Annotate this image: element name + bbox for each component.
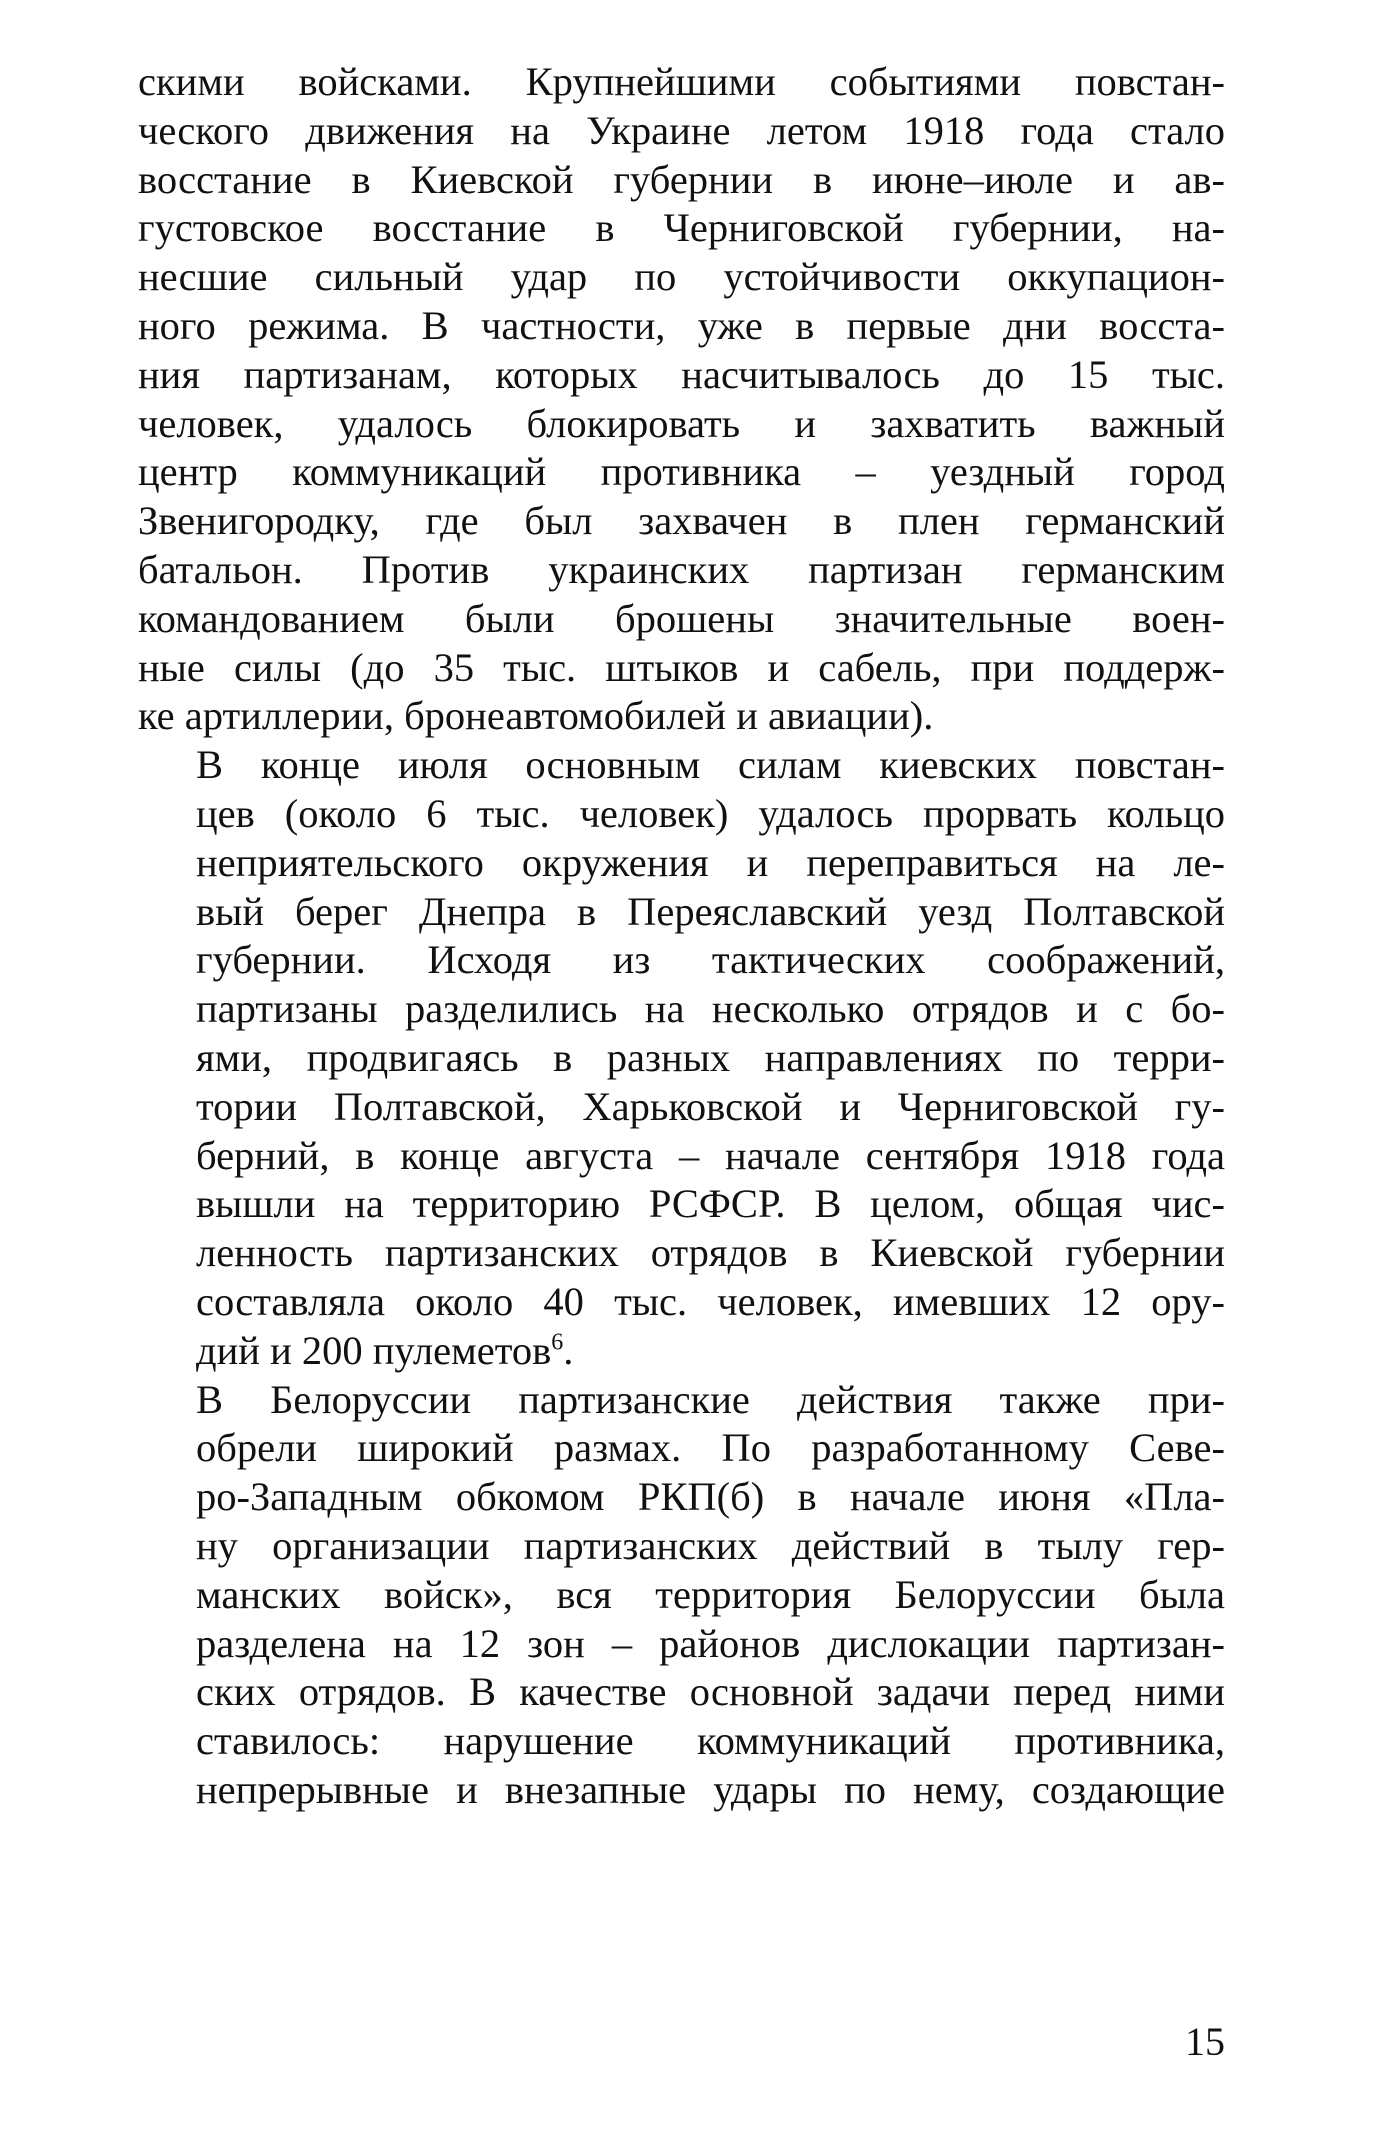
text-line: человек, удалось блокировать и захватить важный <box>138 400 1225 446</box>
text-line: В Белоруссии партизанские действия также при- <box>196 1376 1225 1422</box>
text-line-with-footnote <box>138 1327 1225 1376</box>
text-line: ного режима. В частности, уже в первые дни восста- <box>138 302 1225 348</box>
text-line: Звенигородку, где был захвачен в плен германский <box>138 498 1225 544</box>
paragraph-1 <box>138 58 1225 741</box>
book-page <box>138 58 1225 2088</box>
text-line: ями, продвигаясь в разных направлениях по терри- <box>196 1034 1225 1080</box>
text-line: губернии. Исходя из тактических соображений, <box>196 937 1225 983</box>
text-line: ставилось: нарушение коммуникаций противника, <box>196 1718 1225 1764</box>
text-line: манских войск», вся территория Белоруссии была <box>196 1571 1225 1617</box>
text-line: ке артиллерии, бронеавтомобилей и авиации). <box>138 693 934 739</box>
text-line: ные силы (до 35 тыс. штыков и сабель, при поддерж- <box>138 644 1225 690</box>
text-line: В конце июля основным силам киевских повстан- <box>196 742 1225 788</box>
text-line: партизаны разделились на несколько отрядов и с бо- <box>196 986 1225 1032</box>
body-text <box>138 58 1225 1815</box>
text-line: ленность партизанских отрядов в Киевской губернии <box>196 1230 1225 1276</box>
text-line: цев (около 6 тыс. человек) удалось прорвать кольцо <box>196 790 1225 836</box>
text-line: густовское восстание в Черниговской губернии, на- <box>138 205 1225 251</box>
text-line: берний, в конце августа – начале сентября 1918 года <box>196 1132 1225 1178</box>
text-line: ния партизанам, которых насчитывалось до 15 тыс. <box>138 351 1225 397</box>
text-line: разделена на 12 зон – районов дислокации партизан- <box>196 1620 1225 1666</box>
text-line: ских отрядов. В качестве основной задачи перед ними <box>196 1669 1225 1715</box>
text-line: неприятельского окружения и переправиться на ле- <box>196 839 1225 885</box>
text-line: восстание в Киевской губернии в июне–июле и ав- <box>138 156 1225 202</box>
text-line: дий и 200 пулеметов <box>196 1327 552 1373</box>
text-line: непрерывные и внезапные удары по нему, создающие <box>196 1766 1225 1812</box>
paragraph-3 <box>138 1376 1225 1815</box>
paragraph-2 <box>138 741 1225 1375</box>
text-line: ну организации партизанских действий в тылу гер- <box>196 1522 1225 1568</box>
text-line: несшие сильный удар по устойчивости оккупацион- <box>138 254 1225 300</box>
text-line: вый берег Днепра в Переяславский уезд Полтавской <box>196 888 1225 934</box>
footnote-reference: 6 <box>551 1329 564 1356</box>
text-line: скими войсками. Крупнейшими событиями повстан- <box>138 59 1225 104</box>
text-line: центр коммуникаций противника – уездный город <box>138 449 1225 495</box>
page-number: 15 <box>1185 2019 1225 2064</box>
sentence-end: . <box>563 1327 574 1373</box>
text-line: тории Полтавской, Харьковской и Черниговской гу- <box>196 1083 1225 1129</box>
text-line: командованием были брошены значительные воен- <box>138 595 1225 641</box>
text-line: вышли на территорию РСФСР. В целом, общая чис- <box>196 1181 1225 1227</box>
text-line: обрели широкий размах. По разработанному Севе- <box>196 1425 1225 1471</box>
text-line: составляла около 40 тыс. человек, имевших 12 ору- <box>196 1278 1225 1324</box>
text-line: ро-Западным обкомом РКП(б) в начале июня «Пла- <box>196 1474 1225 1520</box>
text-line: ческого движения на Украине летом 1918 года стало <box>138 107 1225 153</box>
text-line: батальон. Против украинских партизан германским <box>138 546 1225 592</box>
